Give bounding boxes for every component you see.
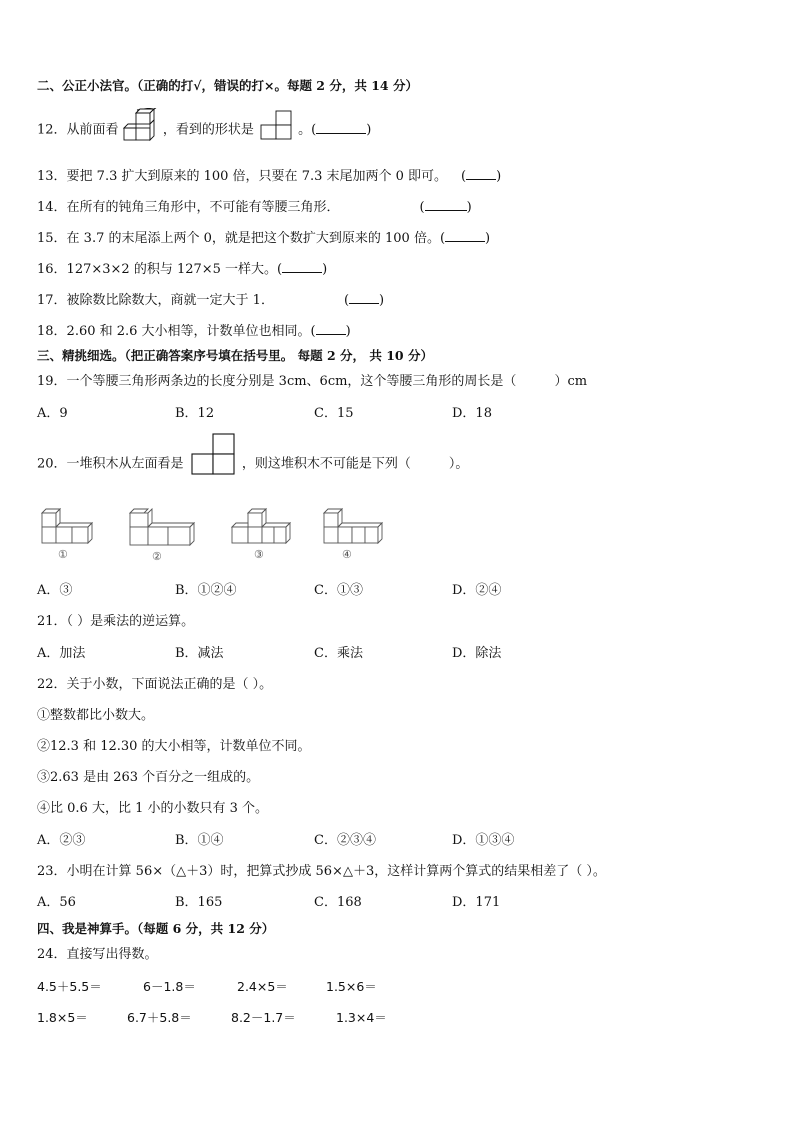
- two-square-shape: [258, 109, 294, 141]
- question-19: [37, 373, 587, 391]
- q12-number: 12．: [37, 122, 67, 138]
- block-figure-4: [320, 506, 386, 564]
- q12-text-d: ): [366, 122, 372, 138]
- q16-text: 16．127×3×2 的积与 127×5 一样大。(: [37, 262, 283, 277]
- q19-text-b: ）cm: [554, 374, 588, 389]
- cube-stack-figure: [123, 108, 159, 142]
- q19-text-a: 19．一个等腰三角形两条边的长度分别是 3cm、6cm，这个等腰三角形的周长是（: [37, 374, 517, 389]
- q22-statement-2: ②12.3 和 12.30 的大小相等，计数单位不同。: [37, 739, 311, 754]
- q18-close: ): [345, 324, 351, 339]
- q12-answer-blank[interactable]: [316, 120, 366, 134]
- question-22: 22．关于小数，下面说法正确的是（ ）。: [37, 677, 273, 692]
- question-14: [37, 197, 472, 217]
- q14-close: ): [466, 200, 472, 215]
- q12-text-c: 。(: [298, 122, 317, 138]
- q14-open: (: [419, 200, 425, 215]
- q13-open: (: [461, 169, 467, 184]
- q22-statement-3: ③2.63 是由 263 个百分之一组成的。: [37, 770, 260, 785]
- q22-statement-1: ①整数都比小数大。: [37, 708, 155, 723]
- q21-option-d[interactable]: D．除法: [452, 646, 502, 661]
- q20-option-d[interactable]: D．②④: [452, 583, 502, 598]
- question-17: [37, 290, 384, 310]
- q22-option-c[interactable]: C．②③④: [314, 833, 376, 848]
- q20-option-b[interactable]: B．①②④: [175, 583, 237, 598]
- question-18: [37, 321, 351, 341]
- q12-text-a: 从前面看: [66, 122, 119, 138]
- calc-2[interactable]: 6－1.8＝: [143, 979, 196, 994]
- q23-option-c[interactable]: C．168: [314, 895, 362, 910]
- q16-answer-blank[interactable]: [282, 259, 322, 273]
- q18-text: 18．2.60 和 2.6 大小相等，计数单位也相同。(: [37, 324, 316, 339]
- q19-option-b[interactable]: B．12: [175, 406, 215, 421]
- q14-text: 14．在所有的钝角三角形中，不可能有等腰三角形．: [37, 200, 340, 215]
- q22-option-a[interactable]: A．②③: [37, 833, 86, 848]
- calc-1[interactable]: 4.5＋5.5＝: [37, 979, 102, 994]
- q22-option-b[interactable]: B．①④: [175, 833, 224, 848]
- calc-3[interactable]: 2.4×5＝: [237, 979, 288, 994]
- q21-option-a[interactable]: A．加法: [37, 646, 86, 661]
- block-figure-2: [126, 506, 198, 564]
- q19-option-c[interactable]: C．15: [314, 406, 354, 421]
- question-13: [37, 166, 501, 186]
- calc-6[interactable]: 6.7＋5.8＝: [127, 1010, 192, 1025]
- q20-text-b: ，则这堆积木不可能是下列（: [241, 456, 411, 472]
- calc-8[interactable]: 1.3×4＝: [336, 1010, 387, 1025]
- question-12: [37, 118, 371, 142]
- question-23: 23．小明在计算 56×（△＋3）时，把算式抄成 56×△＋3，这样计算两个算式的结果相差了（ ）。: [37, 864, 606, 879]
- section4-heading: 四、我是神算手。（每题 6 分，共 12 分）: [37, 921, 275, 936]
- q16-close: ): [322, 262, 328, 277]
- block-label-4: ④: [342, 548, 352, 561]
- question-16: [37, 259, 327, 279]
- block-label-2: ②: [152, 550, 162, 563]
- block-label-3: ③: [254, 548, 264, 561]
- q20-option-c[interactable]: C．①③: [314, 583, 363, 598]
- question-20: [37, 452, 468, 476]
- q23-option-b[interactable]: B．165: [175, 895, 223, 910]
- q17-answer-blank[interactable]: [349, 290, 379, 304]
- q23-option-d[interactable]: D．171: [452, 895, 501, 910]
- q22-statement-4: ④比 0.6 大，比 1 小的小数只有 3 个。: [37, 801, 269, 816]
- q18-answer-blank[interactable]: [316, 321, 346, 335]
- q13-text: 13．要把 7.3 扩大到原来的 100 倍，只要在 7.3 末尾加两个 0 即可。: [37, 169, 448, 184]
- q23-option-a[interactable]: A．56: [37, 895, 76, 910]
- section2-heading: 二、公正小法官。（正确的打√，错误的打×。每题 2 分，共 14 分）: [37, 78, 418, 93]
- q21-option-b[interactable]: B．减法: [175, 646, 224, 661]
- q15-close: ): [485, 231, 491, 246]
- left-view-shape: [188, 432, 238, 476]
- q22-option-d[interactable]: D．①③④: [452, 833, 515, 848]
- block-figure-1: [38, 506, 100, 564]
- section3-heading: 三、精挑细选。（把正确答案序号填在括号里。 每题 2 分， 共 10 分）: [37, 348, 433, 363]
- q17-close: ): [379, 293, 385, 308]
- question-21: 21．（ ）是乘法的逆运算。: [37, 614, 195, 629]
- calc-4[interactable]: 1.5×6＝: [326, 979, 377, 994]
- q13-close: ): [496, 169, 502, 184]
- question-24: 24．直接写出得数。: [37, 947, 158, 962]
- q17-open: (: [343, 293, 350, 308]
- q20-text-c: ）。: [448, 456, 469, 472]
- calc-5[interactable]: 1.8×5＝: [37, 1010, 88, 1025]
- q21-option-c[interactable]: C．乘法: [314, 646, 363, 661]
- q17-text: 17．被除数比除数大，商就一定大于 1．: [37, 293, 274, 308]
- question-15: [37, 228, 490, 248]
- q19-option-d[interactable]: D．18: [452, 406, 492, 421]
- q15-text: 15．在 3.7 的末尾添上两个 0，就是把这个数扩大到原来的 100 倍。(: [37, 231, 446, 246]
- q14-answer-blank[interactable]: [425, 197, 467, 211]
- q12-text-b: ，看到的形状是: [162, 122, 254, 138]
- q20-text-a: 20．一堆积木从左面看是: [37, 456, 184, 472]
- q15-answer-blank[interactable]: [445, 228, 485, 242]
- q20-option-a[interactable]: A．③: [37, 583, 73, 598]
- q19-option-a[interactable]: A．9: [37, 406, 68, 421]
- q13-answer-blank[interactable]: [466, 166, 496, 180]
- calc-7[interactable]: 8.2－1.7＝: [231, 1010, 296, 1025]
- block-label-1: ①: [58, 548, 68, 561]
